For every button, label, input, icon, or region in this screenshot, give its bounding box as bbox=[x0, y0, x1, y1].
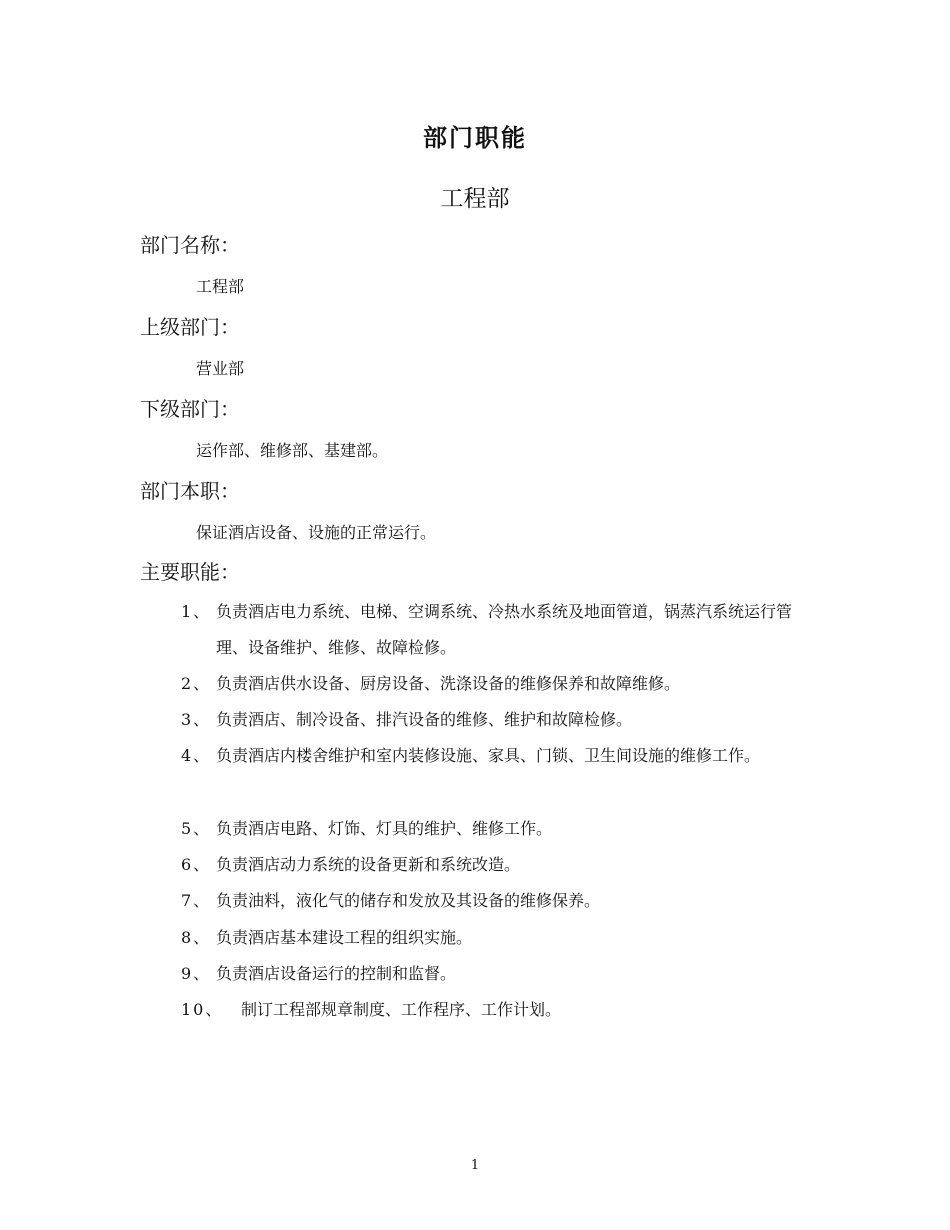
function-item bbox=[181, 992, 821, 1028]
item-number: 8、 bbox=[181, 928, 212, 947]
function-item bbox=[181, 811, 821, 847]
field-label-dept-name: 部门名称： bbox=[140, 233, 240, 257]
item-number: 10、 bbox=[181, 1000, 224, 1019]
item-number: 2、 bbox=[181, 674, 212, 693]
function-item bbox=[181, 594, 821, 666]
function-item bbox=[181, 738, 821, 774]
function-item bbox=[181, 956, 821, 992]
function-item bbox=[181, 920, 821, 956]
field-value-dept-name: 工程部 bbox=[196, 277, 245, 296]
item-text: 负责酒店内楼舍维护和室内装修设施、家具、门锁、卫生间设施的维修工作。 bbox=[216, 746, 761, 765]
function-item bbox=[181, 847, 821, 883]
item-text: 负责酒店电路、灯饰、灯具的维护、维修工作。 bbox=[216, 819, 553, 838]
field-label-parent-dept: 上级部门： bbox=[140, 315, 240, 339]
function-item bbox=[181, 883, 821, 919]
function-item bbox=[181, 702, 821, 738]
field-value-parent-dept: 营业部 bbox=[196, 359, 245, 378]
item-number: 3、 bbox=[181, 710, 212, 729]
item-text: 负责酒店动力系统的设备更新和系统改造。 bbox=[216, 855, 521, 874]
item-text: 制订工程部规章制度、工作程序、工作计划。 bbox=[241, 1000, 562, 1019]
item-text: 负责酒店供水设备、厨房设备、洗涤设备的维修保养和故障维修。 bbox=[216, 674, 681, 693]
field-value-duty: 保证酒店设备、设施的正常运行。 bbox=[196, 523, 437, 542]
item-text: 负责酒店基本建设工程的组织实施。 bbox=[216, 928, 473, 947]
item-text: 负责酒店设备运行的控制和监督。 bbox=[216, 964, 457, 983]
item-number: 6、 bbox=[181, 855, 212, 874]
item-text: 负责酒店电力系统、电梯、空调系统、冷热水系统及地面管道，锅蒸汽系统运行管理、设备维护、维修、故障检修。 bbox=[216, 602, 793, 657]
item-number: 7、 bbox=[181, 891, 212, 910]
functions-label: 主要职能： bbox=[140, 560, 240, 584]
item-number: 4、 bbox=[181, 746, 212, 765]
field-label-duty: 部门本职： bbox=[140, 479, 240, 503]
field-label-sub-depts: 下级部门： bbox=[140, 397, 240, 421]
item-number: 5、 bbox=[181, 819, 212, 838]
item-text: 负责酒店、制冷设备、排汽设备的维修、维护和故障检修。 bbox=[216, 710, 633, 729]
document-title: 部门职能 bbox=[423, 124, 527, 152]
function-item bbox=[181, 666, 821, 702]
item-number: 9、 bbox=[181, 964, 212, 983]
item-number: 1、 bbox=[181, 602, 212, 621]
field-value-sub-depts: 运作部、维修部、基建部。 bbox=[196, 441, 389, 460]
item-text: 负责油料，液化气的储存和发放及其设备的维修保养。 bbox=[216, 891, 601, 910]
department-heading: 工程部 bbox=[440, 186, 510, 212]
page-number: 1 bbox=[470, 1158, 480, 1173]
